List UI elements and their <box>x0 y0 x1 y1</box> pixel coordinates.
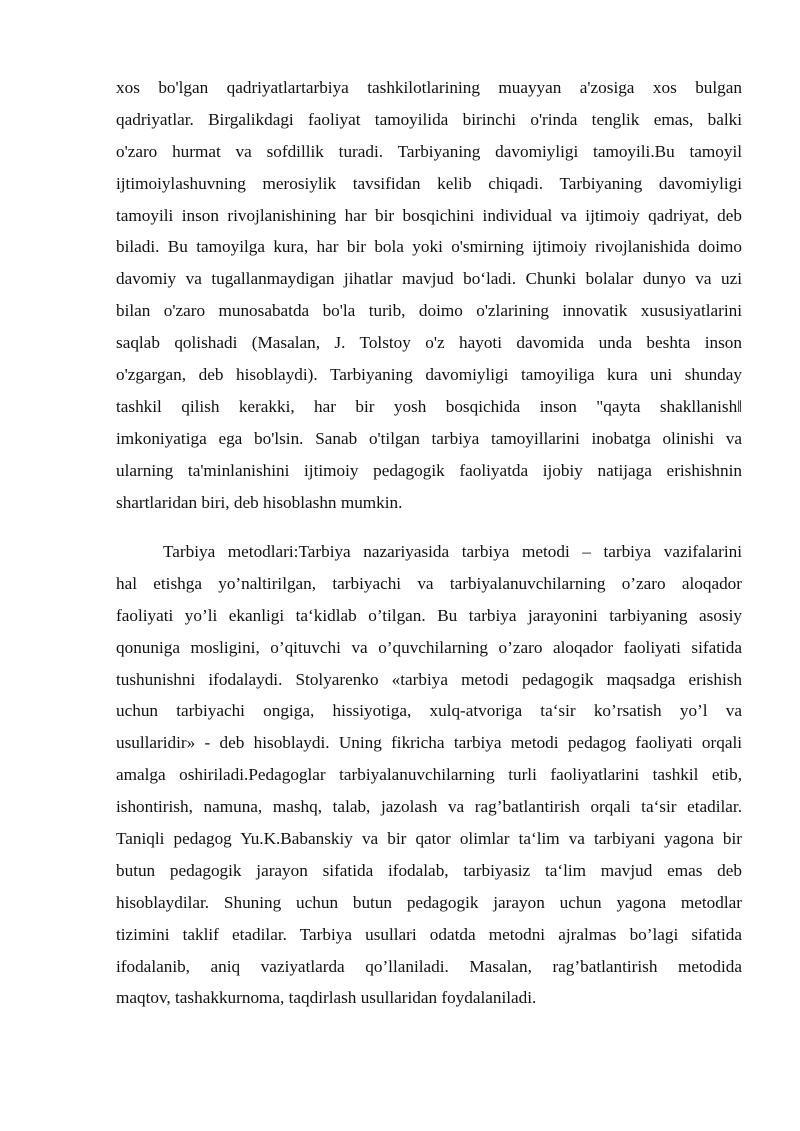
text-line: tizimini taklif etadilar. Tarbiya usullari odatda metodni ajralmas bo’lagi sifatida <box>116 924 742 944</box>
text-line: tashkil qilish kerakki, har bir yosh bosqichida inson "qayta shakllanish‖ <box>116 396 742 416</box>
text-line: xos bo'lgan qadriyatlartarbiya tashkilotlarining muayyan a'zosiga xos bulgan <box>116 78 742 97</box>
text-line: o'zgargan, deb hisoblaydi). Tarbiyaning davomiyligi tamoyiliga kura uni shunday <box>116 365 742 385</box>
text-line: faoliyati yo’li ekanligi ta‘kidlab o’tilgan. Bu tarbiya jarayonini tarbiyaning asosiy <box>116 605 742 625</box>
text-line: butun pedagogik jarayon sifatida ifodalab, tarbiyasiz ta‘lim mavjud emas deb <box>116 860 742 880</box>
text-line: Taniqli pedagog Yu.K.Babanskiy va bir qator olimlar ta‘lim va tarbiyani yagona bir <box>116 829 742 849</box>
text-line: ularning ta'minlanishini ijtimoiy pedagogik faoliyatda ijobiy natijaga erishishnin <box>116 460 742 480</box>
text-line: tamoyili inson rivojlanishining har bir bosqichini individual va ijtimoiy qadriyat, deb <box>116 205 742 225</box>
text-line: shartlaridan biri, deb hisoblashn mumkin. <box>116 492 403 512</box>
text-line: hisoblaydilar. Shuning uchun butun pedagogik jarayon uchun yagona metodlar <box>116 892 742 912</box>
text-line: imkoniyatiga ega bo'lsin. Sanab o'tilgan tarbiya tamoyillarini inobatga olinishi va <box>116 428 742 448</box>
text-line: amalga oshiriladi.Pedagoglar tarbiyalanuvchilarning turli faoliyatlarini tashkil etib, <box>116 765 742 785</box>
text-line: qadriyatlar. Birgalikdagi faoliyat tamoyilida birinchi o'rinda tenglik emas, balki <box>116 109 742 129</box>
text-line: ijtimoiylashuvning merosiylik tavsifidan kelib chiqadi. Tarbiyaning davomiyligi <box>116 173 742 193</box>
text-line: usullaridir» - deb hisoblaydi. Uning fikricha tarbiya metodi pedagog faoliyati orqali <box>116 733 742 753</box>
text-line: davomiy va tugallanmaydigan jihatlar mavjud bo‘ladi. Chunki bolalar dunyo va uzi <box>116 269 742 289</box>
text-line: o'zaro hurmat va sofdillik turadi. Tarbiyaning davomiyligi tamoyili.Bu tamoyil <box>116 141 742 161</box>
text-line: hal etishga yo’naltirilgan, tarbiyachi va tarbiyalanuvchilarning o’zaro aloqador <box>116 573 742 593</box>
text-line: bilan o'zaro munosabatda bo'la turib, doimo o'zlarining innovatik xususiyatlarini <box>116 301 742 321</box>
paragraph-2 <box>116 536 742 1014</box>
text-line: maqtov, tashakkurnoma, taqdirlash usullaridan foydalaniladi. <box>116 988 537 1008</box>
text-line: tushunishni ifodalaydi. Stolyarenko «tarbiya metodi pedagogik maqsadga erishish <box>116 669 742 689</box>
text-line: saqlab qolishadi (Masalan, J. Tolstoy o'z hayoti davomida unda beshta inson <box>116 333 742 353</box>
text-line: qonuniga mosligini, o’qituvchi va o’quvchilarning o’zaro aloqador faoliyati sifatida <box>116 637 742 657</box>
text-line: ishontirish, namuna, mashq, talab, jazolash va rag’batlantirish orqali ta‘sir etadilar. <box>116 797 742 817</box>
text-line: uchun tarbiyachi ongiga, hissiyotiga, xulq-atvoriga ta‘sir ko’rsatish yo’l va <box>116 701 742 721</box>
text-line: ifodalanib, aniq vaziyatlarda qo’llaniladi. Masalan, rag’batlantirish metodida <box>116 956 742 976</box>
text-line: biladi. Bu tamoyilga kura, har bir bola yoki o'smirning ijtimoiy rivojlanishida doimo <box>116 237 742 257</box>
paragraph-1 <box>116 72 742 518</box>
text-line: Tarbiya metodlari:Tarbiya nazariyasida tarbiya metodi – tarbiya vazifalarini <box>163 542 742 561</box>
